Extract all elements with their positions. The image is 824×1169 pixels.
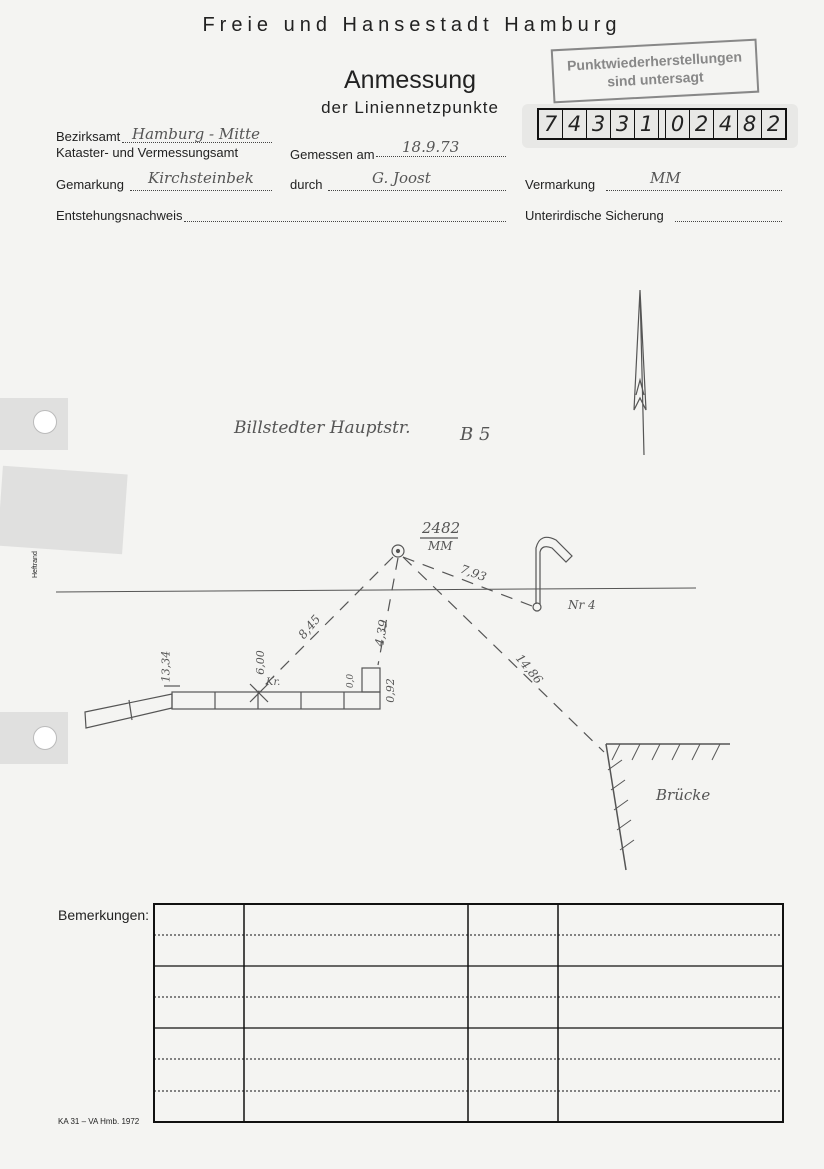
digit: 8 [738, 110, 762, 138]
sicherung-label: Unterirdische Sicherung [525, 208, 664, 223]
gemarkung-label: Gemarkung [56, 177, 124, 192]
vermarkung-label: Vermarkung [525, 177, 596, 192]
distance-label: 8,45 [295, 612, 324, 642]
distance-label: 7,93 [458, 561, 489, 585]
distance-label: 13,34 [159, 650, 173, 683]
bridge-label: Brücke [656, 786, 711, 804]
heftrand-label: Heftrand [32, 551, 39, 578]
gemessen-value: 18.9.73 [402, 138, 460, 156]
digit: 2 [690, 110, 714, 138]
lamp-number-label: Nr 4 [568, 598, 596, 612]
point-mark-label: MM [428, 539, 453, 553]
gemessen-label: Gemessen am [290, 147, 375, 162]
digit: 3 [587, 110, 611, 138]
vermarkung-value: MM [650, 169, 681, 187]
bezirksamt-value: Hamburg - Mitte [132, 125, 260, 143]
point-number-label: 2482 [422, 519, 461, 537]
digit: 4 [714, 110, 738, 138]
digit: 1 [635, 110, 659, 138]
stamp-line: sind untersagt [606, 68, 705, 90]
digit: 3 [611, 110, 635, 138]
distance-label: 0,0 [346, 673, 357, 689]
form-subtitle: der Liniennetzpunkte [321, 98, 499, 117]
street-label: Billstedter Hauptstr. [234, 418, 411, 438]
digit: 7 [539, 110, 563, 138]
form-code: KA 31 – VA Hmb. 1972 [58, 1117, 140, 1126]
route-label: B 5 [460, 424, 491, 445]
gemarkung-value: Kirchsteinbek [148, 169, 254, 187]
distance-label: 14,86 [512, 651, 546, 687]
stamp-line: Punktwiederherstellungen [566, 48, 743, 74]
kataster-label: Kataster- und Vermessungsamt [56, 145, 239, 160]
entstehung-label: Entstehungsnachweis [56, 208, 183, 223]
form-title: Anmessung [343, 66, 477, 94]
distance-label: 6,00 [253, 650, 267, 675]
remarks-label: Bemerkungen: [58, 907, 150, 923]
durch-value: G. Joost [372, 169, 431, 187]
kr-label: Kr. [266, 677, 281, 688]
distance-label: 0,92 [383, 678, 397, 703]
bezirksamt-label: Bezirksamt [56, 129, 121, 144]
digit: 2 [766, 112, 781, 136]
durch-label: durch [290, 177, 323, 192]
distance-label: 4,39 [372, 618, 391, 648]
digit: 0 [666, 110, 690, 138]
page-header: Freie und Hansestadt Hamburg [202, 14, 622, 36]
digit: 4 [563, 110, 587, 138]
